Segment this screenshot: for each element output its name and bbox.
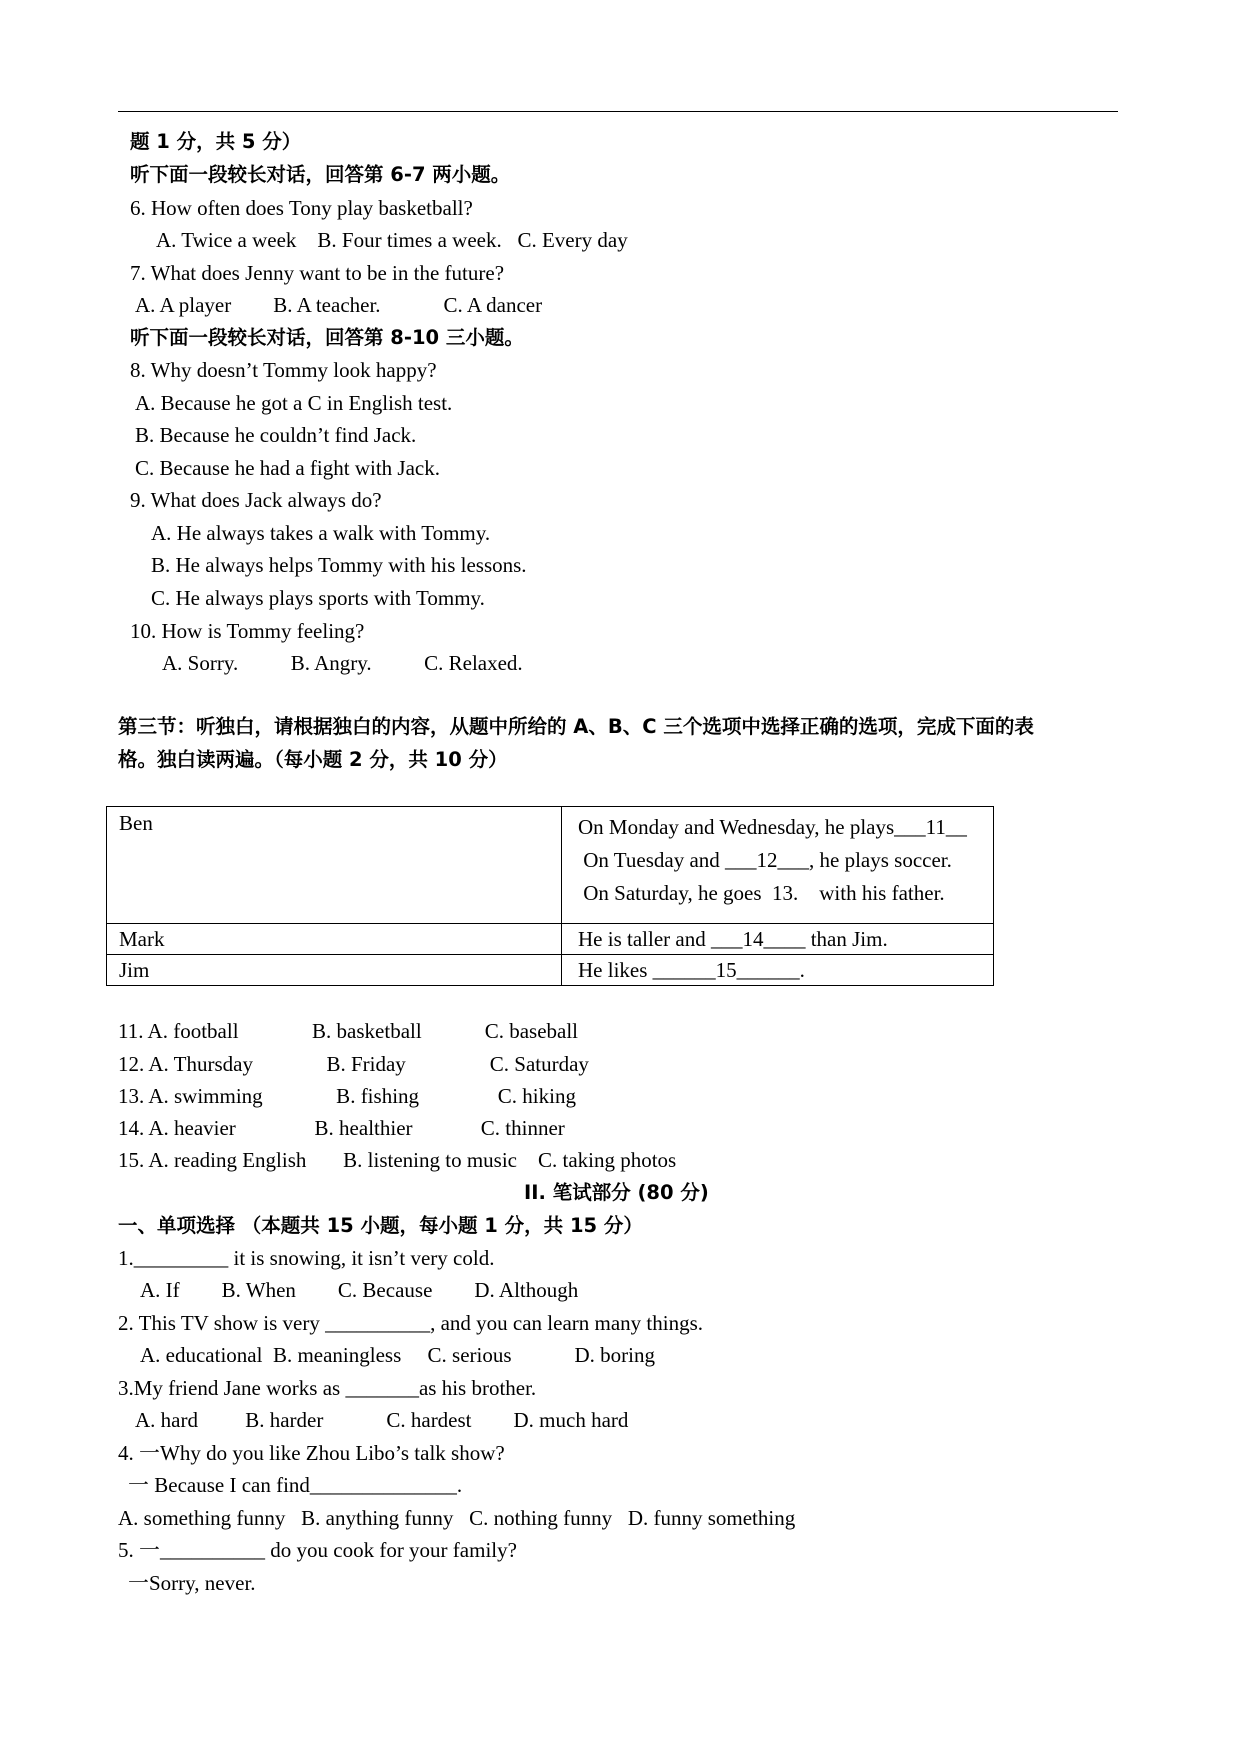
- question-13-options: 13. A. swimming B. fishing C. hiking: [118, 1084, 576, 1108]
- mc-question-3: 3.My friend Jane works as _______as his brother.: [118, 1376, 537, 1400]
- question-8-option-b: B. Because he couldn’t find Jack.: [135, 423, 417, 447]
- question-10-options: A. Sorry. B. Angry. C. Relaxed.: [162, 651, 523, 675]
- mc-question-1: 1._________ it is snowing, it isn’t very cold.: [118, 1246, 495, 1270]
- question-9-option-b: B. He always helps Tommy with his lessons.: [151, 553, 527, 577]
- table-cell-name: Jim: [107, 955, 562, 986]
- question-7: 7. What does Jenny want to be in the future?: [130, 261, 505, 285]
- section3-instruction-line2: 格。独白读两遍。（每小题 2 分，共 10 分）: [118, 748, 508, 771]
- section1-title: 一、单项选择 （本题共 15 小题，每小题 1 分，共 15 分）: [118, 1214, 643, 1237]
- table-line: On Monday and Wednesday, he plays___11__: [578, 815, 967, 839]
- table-cell-desc: He likes ______15______.: [562, 955, 994, 986]
- mc-question-5-reply: 一Sorry, never.: [128, 1571, 256, 1595]
- mc-question-4-reply: 一 Because I can find______________.: [128, 1473, 463, 1497]
- question-8-option-c: C. Because he had a fight with Jack.: [135, 456, 440, 480]
- question-9-option-c: C. He always plays sports with Tommy.: [151, 586, 485, 610]
- section3-instruction-line1: 第三节：听独白，请根据独白的内容，从题中所给的 A、B、C 三个选项中选择正确的选项，完成下面的表: [118, 715, 1034, 738]
- section-score-fragment: 题 1 分，共 5 分）: [130, 130, 302, 153]
- question-8: 8. Why doesn’t Tommy look happy?: [130, 358, 437, 382]
- mc-question-1-options: A. If B. When C. Because D. Although: [140, 1278, 579, 1302]
- table-cell-name: Ben: [107, 807, 562, 924]
- table-row: [107, 807, 994, 924]
- question-9-option-a: A. He always takes a walk with Tommy.: [151, 521, 491, 545]
- mc-question-4: 4. 一Why do you like Zhou Libo’s talk show?: [118, 1441, 505, 1465]
- mc-question-4-options: A. something funny B. anything funny C. nothing funny D. funny something: [118, 1506, 796, 1530]
- mc-question-2-options: A. educational B. meaningless C. serious D. boring: [140, 1343, 656, 1367]
- mc-question-5: 5. 一__________ do you cook for your family?: [118, 1538, 517, 1562]
- question-9: 9. What does Jack always do?: [130, 488, 382, 512]
- question-7-options: A. A player B. A teacher. C. A dancer: [135, 293, 543, 317]
- question-6-options: A. Twice a week B. Four times a week. C. Every day: [156, 228, 628, 252]
- monologue-table: [106, 806, 994, 986]
- question-10: 10. How is Tommy feeling?: [130, 619, 365, 643]
- table-row: [107, 955, 994, 986]
- mc-question-2: 2. This TV show is very __________, and you can learn many things.: [118, 1311, 704, 1335]
- dialogue-b-intro: 听下面一段较长对话，回答第 8-10 三小题。: [130, 326, 524, 349]
- question-15-options: 15. A. reading English B. listening to music C. taking photos: [118, 1148, 677, 1172]
- dialogue-a-intro: 听下面一段较长对话，回答第 6-7 两小题。: [130, 163, 511, 186]
- table-row: [107, 924, 994, 955]
- question-14-options: 14. A. heavier B. healthier C. thinner: [118, 1116, 565, 1140]
- table-cell-desc: He is taller and ___14____ than Jim.: [562, 924, 994, 955]
- mc-question-3-options: A. hard B. harder C. hardest D. much hard: [135, 1408, 629, 1432]
- question-11-options: 11. A. football B. basketball C. baseball: [118, 1019, 579, 1043]
- table-cell-name: Mark: [107, 924, 562, 955]
- question-8-option-a: A. Because he got a C in English test.: [135, 391, 453, 415]
- table-cell-desc: [562, 807, 994, 924]
- question-6: 6. How often does Tony play basketball?: [130, 196, 473, 220]
- table-line: On Saturday, he goes 13. with his father.: [578, 881, 945, 905]
- header-rule: [118, 111, 1118, 112]
- table-line: On Tuesday and ___12___, he plays soccer.: [578, 848, 952, 872]
- written-part-heading: II. 笔试部分 (80 分): [524, 1181, 709, 1204]
- question-12-options: 12. A. Thursday B. Friday C. Saturday: [118, 1052, 589, 1076]
